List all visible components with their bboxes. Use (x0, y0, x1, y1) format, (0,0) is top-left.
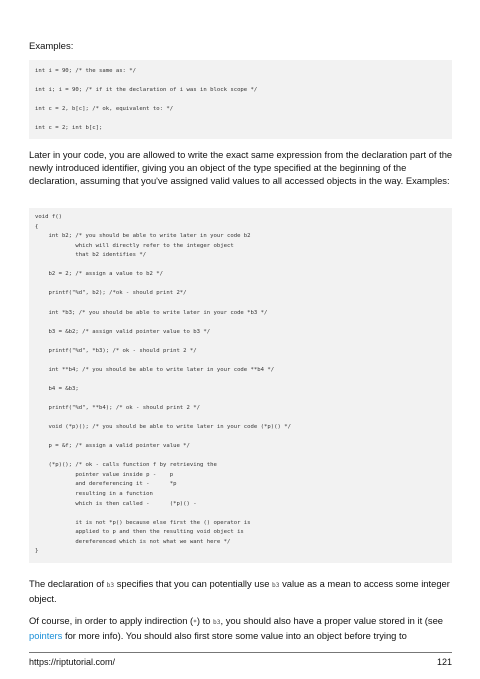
code-line: dereferenced which is not what we want here */ (35, 538, 231, 545)
code-line: int b2; /* you should be able to write later in your code b2 (35, 233, 251, 240)
code-line: int c = 2, b[c]; /* ok, equivalent to: */ (35, 106, 174, 112)
code-line: int c = 2; int b[c]; (35, 125, 103, 131)
code-line: b4 = &b3; (35, 385, 79, 392)
text-segment: specifies that you can potentially use (114, 578, 273, 589)
text-segment: The declaration of (29, 578, 107, 589)
paragraph-indirection (29, 614, 454, 642)
code-line: resulting in a function (35, 490, 153, 497)
code-line: pointer value inside p - p (35, 471, 174, 478)
code-line: and dereferencing it - *p (35, 481, 177, 488)
footer-divider (29, 652, 452, 653)
code-line: applied to p and then the resulting void object is (35, 529, 244, 536)
code-line: int **b4; /* you should be able to write later in your code **b4 */ (35, 366, 275, 373)
code-line: it is not *p() because else first the () operator is (35, 519, 251, 526)
code-line: void (*p)(); /* you should be able to write later in your code (*p)() */ (35, 424, 291, 431)
text-segment: , you should also have a proper value stored in it (see (220, 615, 444, 626)
inline-code: b3 (213, 619, 221, 626)
pointers-link[interactable]: pointers (29, 630, 63, 641)
code-line: which will directly refer to the integer object (35, 242, 234, 249)
text-segment: ) to (196, 615, 214, 626)
code-line: printf("%d", *b3); /* ok - should print 2 */ (35, 347, 197, 354)
code-line: b3 = &b2; /* assign valid pointer value to b3 */ (35, 328, 211, 335)
text-segment: value as a mean to access some integer object. (29, 578, 450, 604)
footer-url: https://riptutorial.com/ (29, 657, 116, 667)
code-line: int i = 90; /* the same as: */ (35, 68, 137, 74)
paragraph-declaration-b3 (29, 577, 454, 605)
code-line: int *b3; /* you should be able to write later in your code *b3 */ (35, 309, 268, 316)
code-line: } (35, 548, 39, 555)
text-segment: Of course, in order to apply indirection ( (29, 615, 194, 626)
code-block-function-f (29, 208, 452, 563)
code-line: b2 = 2; /* assign a value to b2 */ (35, 271, 163, 278)
code-line: printf("%d", **b4); /* ok - should print 2 */ (35, 405, 201, 411)
code-line: (*p)(); /* ok - calls function f by retrieving the (35, 462, 217, 469)
page-number: 121 (436, 657, 452, 667)
paragraph-later-in-code: Later in your code, you are allowed to write the exact same expression from the declaration part of the newly introduced identifier, giving you an object of the type specified at the beginning of the declaration, assuming that you've assigned valid values to all accessed objects in the way. Examples: (29, 149, 453, 186)
code-block-declarations (29, 60, 452, 139)
code-line: void f() (35, 214, 62, 220)
text-segment: for more info). You should also first store some value into an object before trying to (62, 630, 407, 641)
examples-heading: Examples: (29, 41, 74, 52)
code-line: which is then called - (*p)() - (35, 500, 197, 507)
inline-code: * (193, 619, 197, 626)
inline-code: b3 (272, 582, 280, 589)
inline-code: b3 (106, 582, 115, 589)
code-line: printf("%d", b2); /*ok - should print 2*/ (35, 290, 187, 297)
code-line: int i; i = 90; /* if it the declaration of i was in block scope */ (35, 87, 258, 93)
code-line: { (35, 223, 39, 230)
code-line: that b2 identifies */ (35, 252, 147, 259)
code-line: p = &f; /* assign a valid pointer value */ (35, 443, 190, 450)
